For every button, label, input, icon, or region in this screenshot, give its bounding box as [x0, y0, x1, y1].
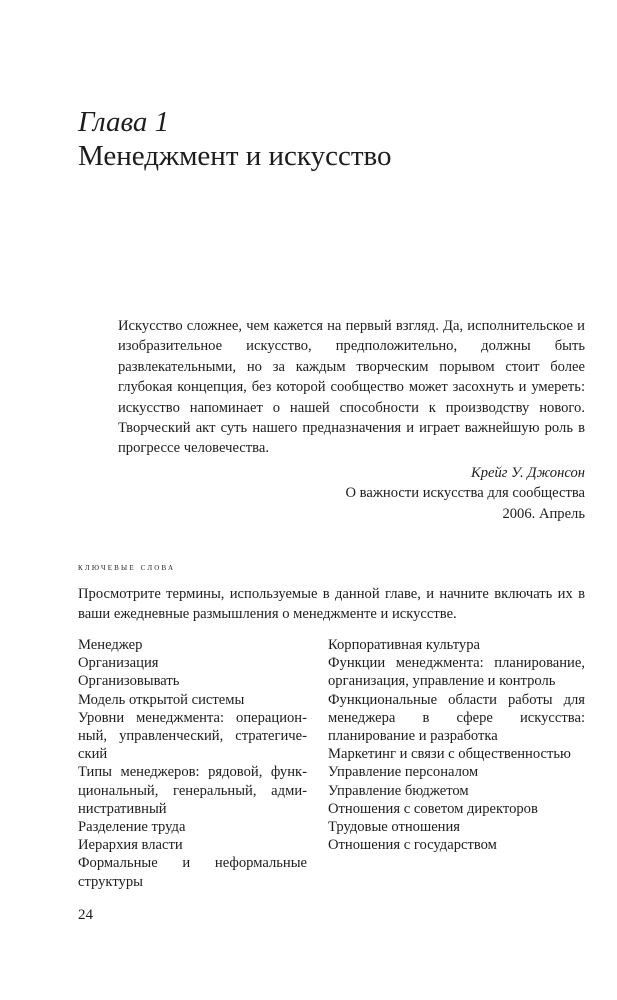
keyword-item: Уровни менеджмента: операционный, управленческий, стратегический [78, 709, 307, 763]
keyword-item: Корпоративная культура [328, 637, 481, 653]
keyword-item: Функциональные области работы для менеджера в сфере искусства: планирование и разработка [328, 691, 585, 745]
epigraph-text: Искусство сложнее, чем кажется на первый взгляд. Да, исполнительское и изобразительное искусство, предположительно, должны быть развлекательными, но за каждым творческим порывом стоит более глубокая концепция, без которой сообщество может засохнуть и умереть: искусство напоминает о нашей способности к производству нового. Творческий акт суть нашего предназначения и играет важнейшую роль в прогрессе человечества. [118, 318, 585, 457]
keyword-item: Иерархия власти [78, 837, 183, 854]
page-number: 24 [78, 907, 93, 923]
keywords-heading: ключевые слова [78, 562, 176, 573]
keyword-item: Управление персоналом [328, 764, 479, 781]
epigraph-author: Крейг У. Джонсон [471, 464, 585, 481]
keyword-item: Трудовые отношения [328, 819, 461, 836]
keywords-intro: Просмотрите термины, используемые в данной главе, и начните включать их в ваши ежедневные размышления о менеджменте и искусстве. [78, 586, 585, 623]
keyword-item: Организация [78, 655, 159, 672]
keyword-item: Отношения с советом директоров [328, 800, 538, 817]
keyword-item: Организовывать [78, 673, 180, 690]
chapter-title: Менеджмент и искусство [78, 140, 392, 172]
keywords-right-column [328, 636, 585, 854]
keyword-item: Формальные и неформальные структуры [78, 855, 307, 890]
keyword-item: Типы менеджеров: рядовой, функциональный, генеральный, административный [78, 764, 307, 817]
epigraph-date: 2006. Апрель [502, 505, 585, 522]
keyword-item: Отношения с государством [328, 837, 497, 854]
epigraph [118, 316, 585, 524]
keyword-item: Разделение труда [78, 819, 186, 836]
keyword-item: Модель открытой системы [78, 691, 245, 708]
chapter-number: Глава 1 [78, 106, 170, 138]
keyword-item: Функции менеджмента: планирование, организация, управление и контроль [328, 655, 585, 690]
keywords-left-column [78, 636, 307, 891]
keyword-item: Менеджер [78, 637, 143, 653]
keyword-item: Маркетинг и связи с общественностью [328, 746, 571, 763]
epigraph-source: О важности искусства для сообщества [345, 485, 585, 502]
keyword-item: Управление бюджетом [328, 782, 469, 799]
